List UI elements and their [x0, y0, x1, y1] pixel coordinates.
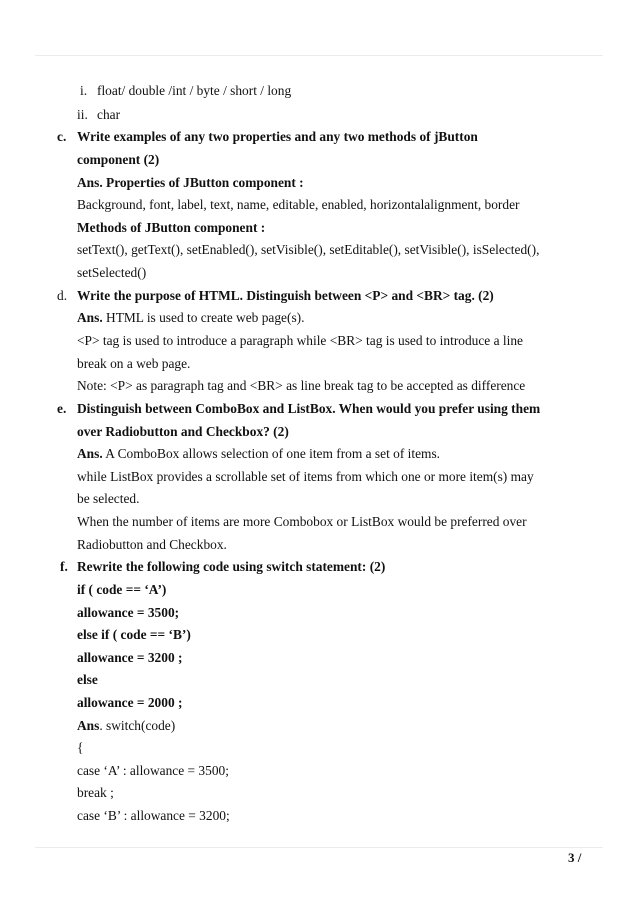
answer-code-line: {: [77, 740, 84, 755]
roman-ii-marker: ii.: [77, 107, 88, 122]
question-f-ans-label: Ans: [77, 718, 100, 733]
page-number: 3 /: [568, 850, 582, 865]
question-c-marker: c.: [57, 129, 67, 144]
question-c-methods-1: setText(), getText(), setEnabled(), setVisible(), setEditable(), setVisible(), isSelected(),: [77, 242, 540, 257]
question-c-line-2: component (2): [77, 152, 160, 167]
question-d-line-3: break on a web page.: [77, 356, 191, 371]
top-divider: [35, 55, 603, 56]
question-e-line-1: Distinguish between ComboBox and ListBox. When would you prefer using them: [77, 401, 541, 416]
question-e-marker: e.: [57, 401, 67, 416]
question-f-marker: f.: [60, 559, 68, 574]
code-line: else if ( code == ‘B’): [77, 627, 191, 642]
code-line: allowance = 2000 ;: [77, 695, 183, 710]
question-d-marker: d.: [57, 288, 68, 303]
question-c-properties: Background, font, label, text, name, editable, enabled, horizontalalignment, border: [77, 197, 520, 212]
question-e-ans-text: A ComboBox allows selection of one item from a set of items.: [102, 446, 441, 461]
question-d-ans-label: Ans.: [77, 310, 103, 325]
roman-i-marker: i.: [80, 83, 88, 98]
question-d-text: Write the purpose of HTML. Distinguish between <P> and <BR> tag. (2): [77, 288, 494, 303]
question-e-ans-label: Ans.: [77, 446, 103, 461]
question-d-line-2: <P> tag is used to introduce a paragraph while <BR> tag is used to introduce a line: [77, 333, 523, 348]
question-c-line-1: Write examples of any two properties and any two methods of jButton: [77, 129, 478, 144]
question-e-answer: [77, 445, 440, 463]
question-f-ans-text: . switch(code): [99, 718, 176, 733]
question-f-answer: [77, 717, 175, 735]
answer-code-line: case ‘B’ : allowance = 3200;: [77, 808, 230, 823]
question-d-note: Note: <P> as paragraph tag and <BR> as line break tag to be accepted as difference: [77, 378, 526, 393]
roman-ii-text: char: [97, 107, 121, 122]
question-c-methods-heading: Methods of JButton component :: [77, 220, 266, 235]
question-c-methods-2: setSelected(): [77, 265, 147, 280]
question-e-line-2: over Radiobutton and Checkbox? (2): [77, 424, 289, 439]
code-line: allowance = 3500;: [77, 605, 180, 620]
bottom-divider: [35, 847, 603, 848]
question-d-answer: [77, 309, 304, 327]
question-c-answer-heading: Ans. Properties of JButton component :: [77, 175, 304, 190]
question-f-text: Rewrite the following code using switch statement: (2): [77, 559, 386, 574]
question-d-ans-text: HTML is used to create web page(s).: [102, 310, 305, 325]
answer-code-line: break ;: [77, 785, 114, 800]
code-line: if ( code == ‘A’): [77, 582, 167, 597]
answer-code-line: case ‘A’ : allowance = 3500;: [77, 763, 229, 778]
question-e-line-2-answer: while ListBox provides a scrollable set of items from which one or more item(s) may: [77, 469, 534, 484]
question-e-line-5-answer: Radiobutton and Checkbox.: [77, 537, 227, 552]
code-line: allowance = 3200 ;: [77, 650, 183, 665]
question-e-line-4-answer: When the number of items are more Combobox or ListBox would be preferred over: [77, 514, 527, 529]
code-line: else: [77, 672, 98, 687]
roman-i-text: float/ double /int / byte / short / long: [97, 83, 292, 98]
question-e-line-3-answer: be selected.: [77, 491, 140, 506]
